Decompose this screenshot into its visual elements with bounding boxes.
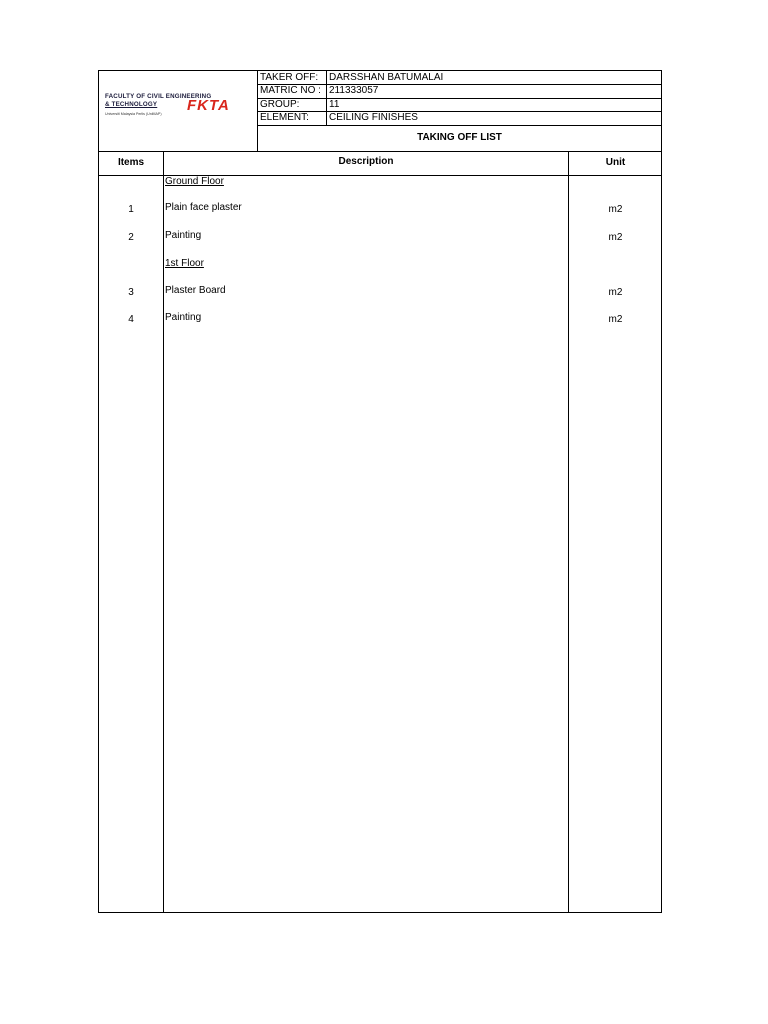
matric-no-value: 211333057 [329,85,379,96]
column-header-description: Description [338,156,394,167]
row-unit: m2 [608,232,623,243]
group-label: GROUP: [260,99,300,110]
element-value: CEILING FINISHES [329,112,418,123]
header-rule-4 [257,125,662,126]
header-rule-2 [257,98,662,99]
header-rule-5 [99,151,662,152]
row-item-number: 4 [128,314,134,325]
sheet-title: TAKING OFF LIST [417,132,502,143]
row-heading-ground-floor: Ground Floor [165,176,224,187]
matric-no-label: MATRIC NO : [260,85,321,96]
column-header-unit: Unit [605,157,626,168]
taker-off-value: DARSSHAN BATUMALAI [329,72,444,83]
row-unit: m2 [608,204,623,215]
row-unit: m2 [608,287,623,298]
taker-off-label: TAKER OFF: [260,72,319,83]
row-item-number: 2 [128,232,134,243]
row-description: Painting [165,312,202,323]
column-divider-unit [568,151,569,913]
row-item-number: 3 [128,287,134,298]
faculty-logo [105,93,251,121]
element-label: ELEMENT: [260,112,309,123]
row-unit: m2 [608,314,623,325]
taking-off-sheet [98,70,662,913]
logo-mark: FKTA [187,97,230,114]
logo-line-1: FACULTY OF CIVIL ENGINEERING [105,93,212,100]
logo-line-3: Universiti Malaysia Perlis (UniMAP) [105,112,162,116]
column-header-items: Items [117,157,145,168]
row-description: Painting [165,230,202,241]
row-description: Plain face plaster [165,202,242,213]
row-heading-1st-floor: 1st Floor [165,258,204,269]
row-item-number: 1 [128,204,134,215]
row-description: Plaster Board [165,285,226,296]
header-rule-3 [257,111,662,112]
logo-line-2: & TECHNOLOGY [105,101,158,108]
column-divider-items [163,151,164,913]
group-value: 11 [329,99,340,110]
